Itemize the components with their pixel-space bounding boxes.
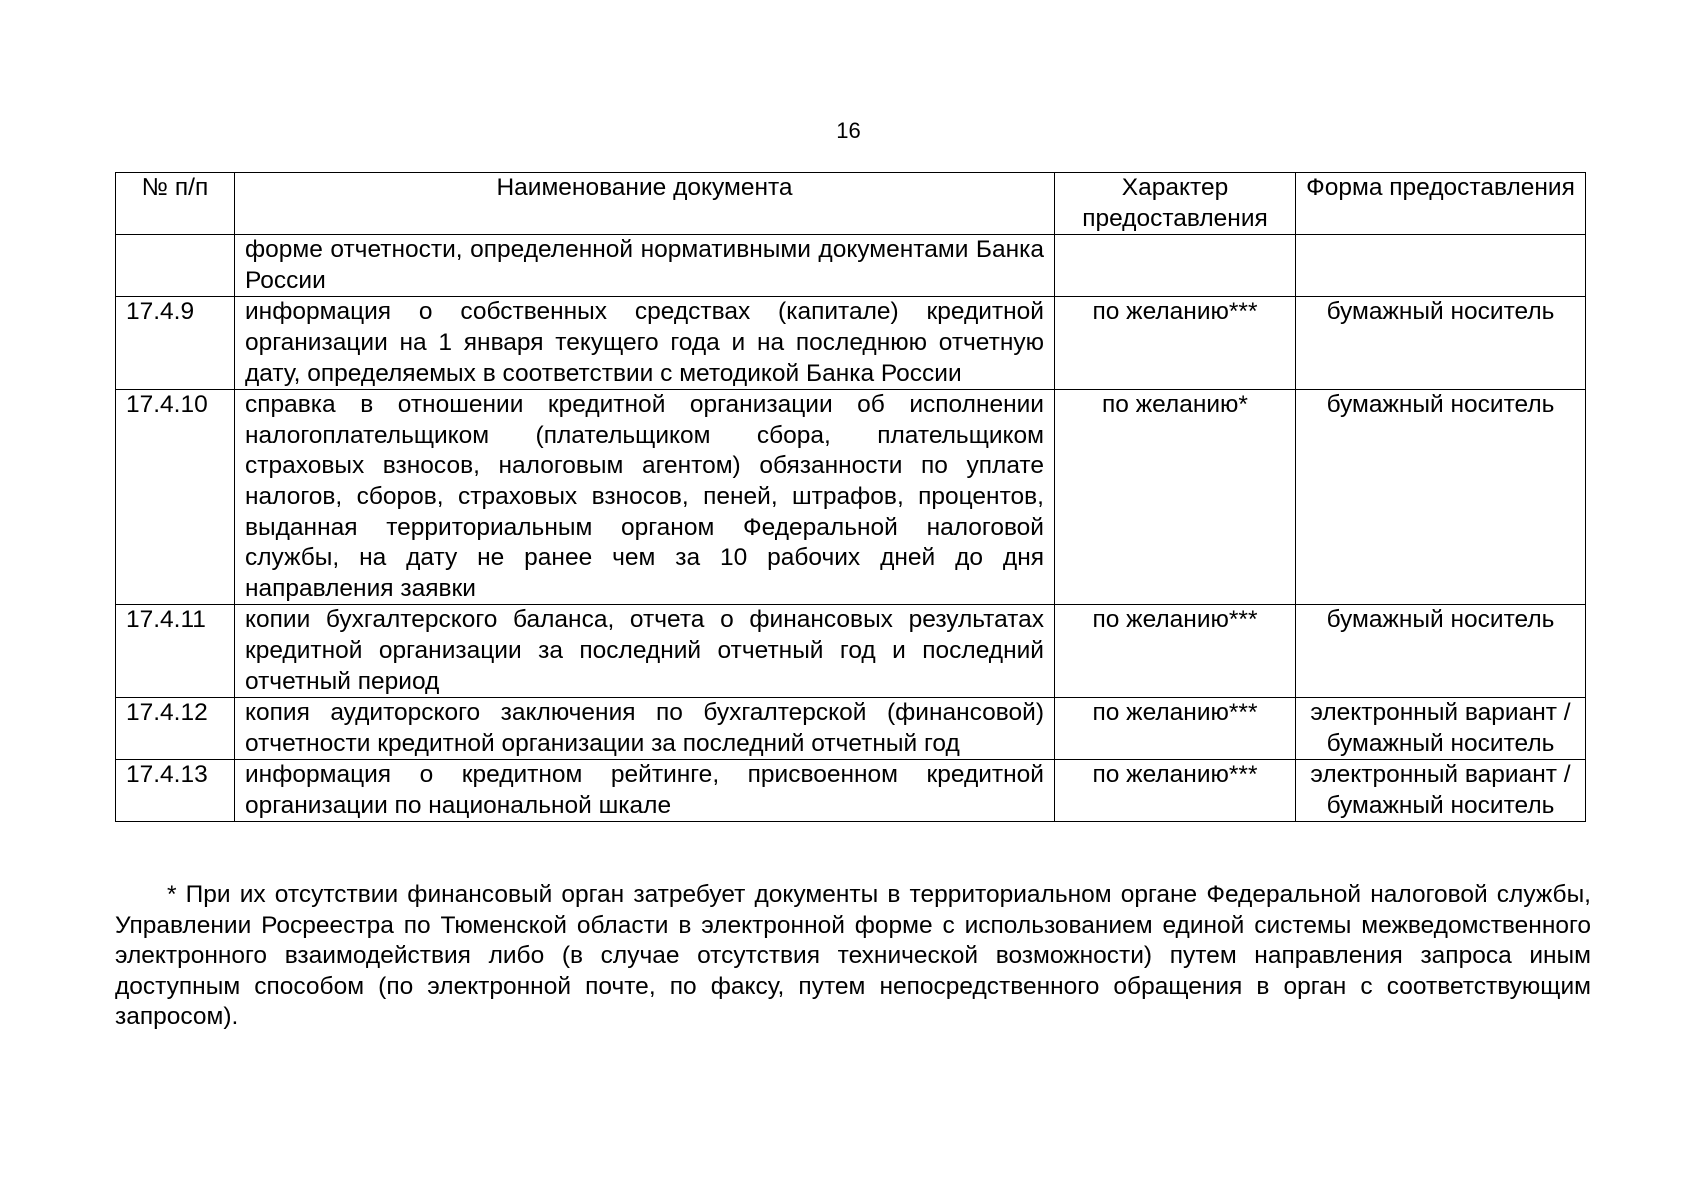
documents-table [115,172,1586,822]
row-number [116,235,235,297]
row-form: бумажный носитель [1296,297,1586,390]
row-character: по желанию*** [1055,297,1296,390]
row-number: 17.4.10 [116,390,235,605]
row-character: по желанию*** [1055,698,1296,760]
row-character: по желанию*** [1055,605,1296,698]
table-row [116,390,1586,605]
row-form: электронный вариант / бумажный носитель [1296,698,1586,760]
table-row [116,605,1586,698]
footnote: * При их отсутствии финансовый орган затребует документы в территориальном органе Федеральной налоговой службы, Управлении Росреестра по Тюменской области в электронной форме с использованием единой системы межведомственного электронного взаимодействия либо (в случае отсутствия технической возможности) путем направления запроса иным доступным способом (по электронной почте, по факсу, путем непосредственного обращения в орган с соответствующим запросом). [115,881,1591,1031]
row-character [1055,235,1296,297]
row-form: электронный вариант / бумажный носитель [1296,760,1586,822]
table-row [116,235,1586,297]
table-row [116,760,1586,822]
row-document-name: информация о собственных средствах (капитале) кредитной организации на 1 января текущего года и на последнюю отчетную дату, определяемых в соответствии с методикой Банка России [235,297,1055,390]
header-document-name: Наименование документа [235,173,1055,235]
page-number: 16 [836,118,861,143]
row-number: 17.4.9 [116,297,235,390]
table-header-row [116,173,1586,235]
table-row [116,297,1586,390]
row-character: по желанию* [1055,390,1296,605]
row-document-name: информация о кредитном рейтинге, присвоенном кредитной организации по национальной шкале [235,760,1055,822]
row-number: 17.4.11 [116,605,235,698]
row-document-name: справка в отношении кредитной организации об исполнении налогоплательщиком (плательщиком сбора, плательщиком страховых взносов, налоговым агентом) обязанности по уплате налогов, сборов, страховых взносов, пеней, штрафов, процентов, выданная территориальным органом Федеральной налоговой службы, на дату не ранее чем за 10 рабочих дней до дня направления заявки [235,390,1055,605]
row-form [1296,235,1586,297]
table-row [116,698,1586,760]
row-number: 17.4.13 [116,760,235,822]
header-form: Форма предоставления [1296,173,1586,235]
row-number: 17.4.12 [116,698,235,760]
row-form: бумажный носитель [1296,605,1586,698]
row-document-name: копия аудиторского заключения по бухгалтерской (финансовой) отчетности кредитной организации за последний отчетный год [235,698,1055,760]
row-character: по желанию*** [1055,760,1296,822]
row-document-name: копии бухгалтерского баланса, отчета о финансовых результатах кредитной организации за последний отчетный год и последний отчетный период [235,605,1055,698]
header-number: № п/п [116,173,235,235]
header-character: Характер предоставления [1055,173,1296,235]
row-document-name: форме отчетности, определенной нормативными документами Банка России [235,235,1055,297]
row-form: бумажный носитель [1296,390,1586,605]
